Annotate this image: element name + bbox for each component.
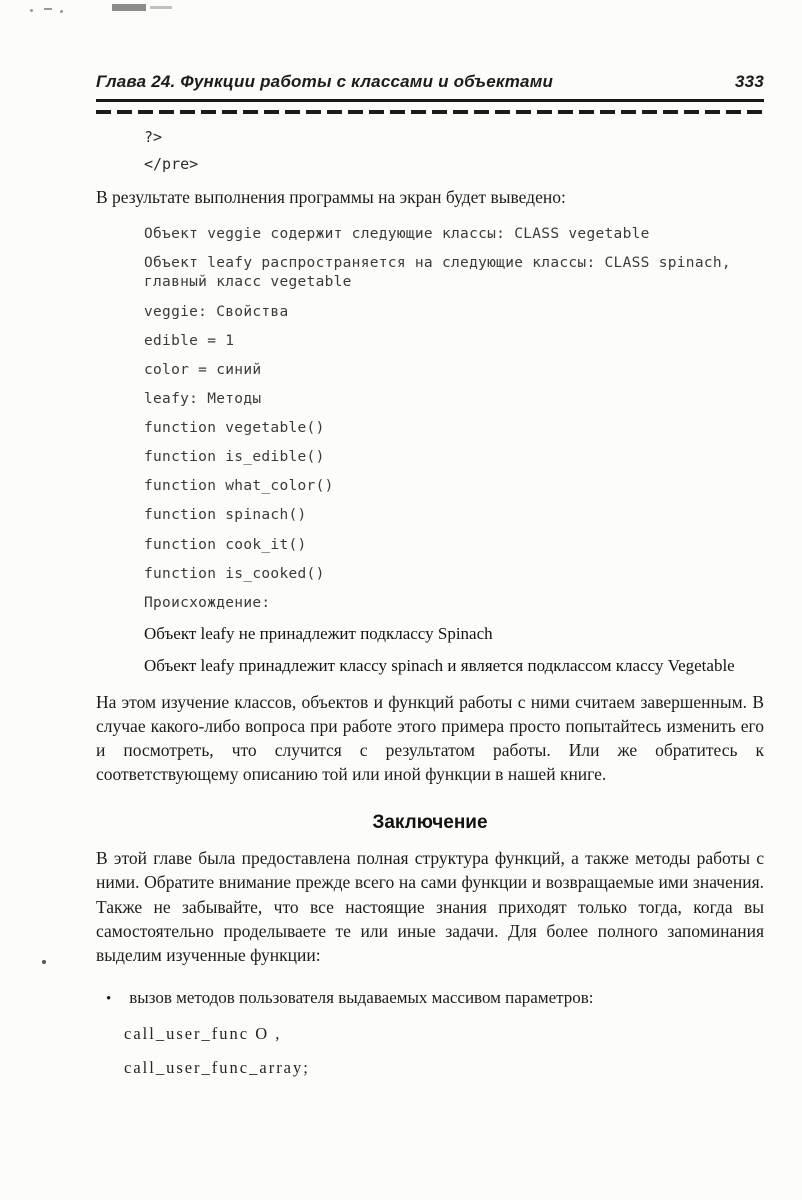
scan-artifact — [42, 960, 46, 964]
code-line: ?> — [144, 128, 163, 146]
output-line: leafy: Методы — [144, 390, 262, 407]
output-line: function vegetable() — [144, 420, 325, 437]
function-name-call-user-func-array: call_user_func_array; — [124, 1057, 310, 1077]
output-line: function is_cooked() — [144, 565, 325, 582]
output-line: Объект leafy принадлежит классу spinach и является подклассом классу Vegetable — [144, 656, 735, 676]
page-number: 333 — [735, 72, 764, 91]
intro-paragraph: В результате выполнения программы на экран будет выведено: — [96, 187, 566, 207]
code-snippet — [144, 128, 764, 173]
chapter-title: Глава 24. Функции работы с классами и объектами — [96, 72, 554, 91]
book-page — [96, 72, 764, 1078]
output-line: function cook_it() — [144, 536, 307, 553]
output-line: Происхождение: — [144, 594, 271, 611]
list-item-text: вызов методов пользователя выдаваемых массивом параметров: — [129, 988, 594, 1008]
output-line: Объект leafy распространяется на следующие классы: CLASS spinach, главный класс vegetable — [144, 255, 731, 291]
output-line: color = синий — [144, 361, 262, 378]
scan-artifact — [150, 6, 172, 9]
page-header — [96, 72, 764, 99]
scan-artifact — [112, 4, 146, 11]
scan-artifact — [44, 8, 52, 10]
function-name-call-user-func: call_user_func O , — [124, 1023, 282, 1043]
scan-artifact — [30, 9, 33, 12]
output-line: function is_edible() — [144, 449, 325, 466]
program-output — [144, 225, 764, 678]
output-line: veggie: Свойства — [144, 303, 289, 320]
code-line: </pre> — [144, 155, 199, 173]
header-rule — [96, 99, 764, 102]
output-line: Объект leafy не принадлежит подклассу Spinach — [144, 623, 493, 643]
header-dashed-rule — [96, 110, 764, 114]
section-title: Заключение — [372, 812, 488, 834]
closing-paragraph: На этом изучение классов, объектов и функций работы с ними считаем завершенным. В случае какого-либо вопроса при работе этого примера просто попытайтесь изменить его и посмотреть, что случится с результатом работы. Или же обратитесь к соответствующему описанию той или иной функции в нашей книге. — [96, 691, 764, 785]
output-line: edible = 1 — [144, 332, 235, 349]
conclusion-paragraph: В этой главе была предоставлена полная структура функций, а также методы работы с ними. Обратите внимание прежде всего на сами функции и возвращаемые ими значения. Также не забывайте, что все настоящие знания приходят только тогда, когда вы самостоятельно проделываете те или иные задачи. Для более полного запоминания выделим изученные функции: — [96, 848, 764, 965]
bullet-marker: • — [106, 991, 112, 1008]
output-line: Объект veggie содержит следующие классы: CLASS vegetable — [144, 226, 650, 243]
list-item — [106, 987, 764, 1010]
scan-artifact — [60, 10, 63, 13]
output-line: function what_color() — [144, 478, 334, 495]
output-line: function spinach() — [144, 507, 307, 524]
